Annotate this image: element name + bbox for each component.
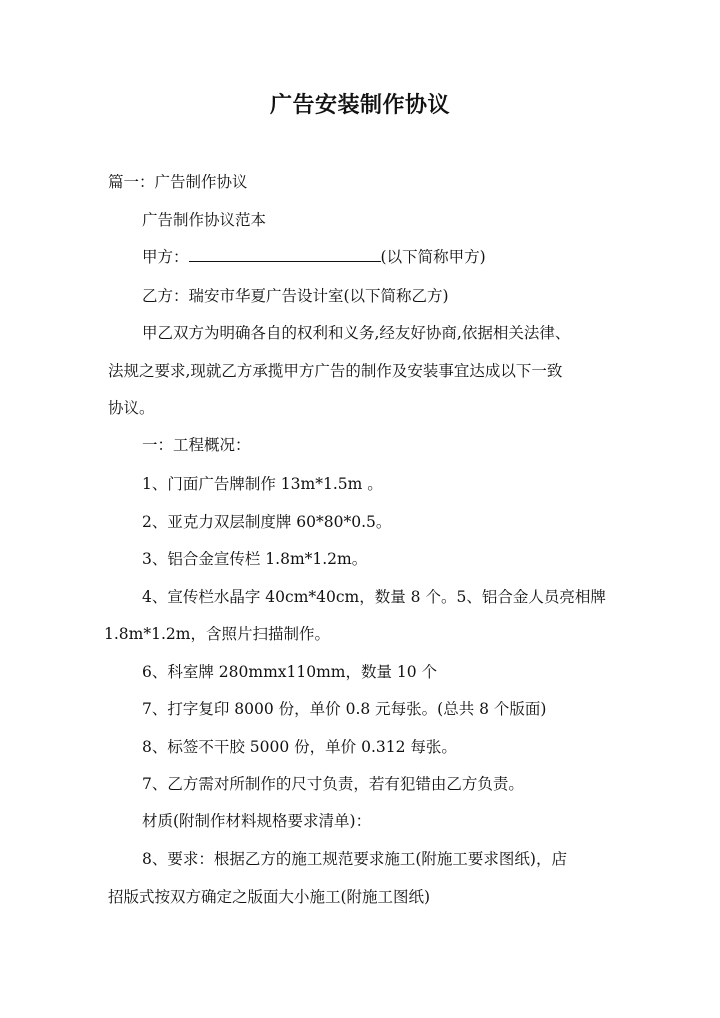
list-item: 7、乙方需对所制作的尺寸负责，若有犯错由乙方负责。 [142,775,524,793]
party-a-blank [189,246,381,262]
intro-paragraph-line: 协议。 [108,399,155,417]
list-item: 3、铝合金宣传栏 1.8m*1.2m。 [142,550,368,568]
requirements-line: 8、要求：根据乙方的施工规范要求施工(附施工要求图纸)，店 [142,850,567,868]
party-a-suffix: (以下简称甲方) [380,248,486,266]
party-a-line [142,246,486,268]
list-item: 8、标签不干胶 5000 份，单价 0.312 每张。 [142,738,457,756]
list-item: 2、亚克力双层制度牌 60*80*0.5。 [142,513,392,531]
list-item: 1、门面广告牌制作 13m*1.5m 。 [142,475,383,493]
list-item: 4、宣传栏水晶字 40cm*40cm，数量 8 个。5、铝合金人员亮相牌 [142,588,606,606]
document-title: 广告安装制作协议 [269,92,450,118]
list-item: 7、打字复印 8000 份，单价 0.8 元每张。(总共 8 个版面) [142,700,547,718]
requirements-line: 招版式按双方确定之版面大小施工(附施工图纸) [108,888,431,906]
party-b-line: 乙方：瑞安市华夏广告设计室(以下简称乙方) [142,287,449,305]
list-item: 6、科室牌 280mmx110mm，数量 10 个 [142,663,438,681]
party-a-label: 甲方： [142,248,189,266]
intro-paragraph-line: 甲乙双方为明确各自的权利和义务,经友好协商,依据相关法律、 [142,324,571,342]
overview-heading: 一：工程概况： [142,436,251,454]
intro-paragraph-line: 法规之要求,现就乙方承揽甲方广告的制作及安装事宜达成以下一致 [108,362,563,380]
list-item-continuation: 1.8m*1.2m，含照片扫描制作。 [104,625,330,643]
materials-line: 材质(附制作材料规格要求清单)： [142,812,372,830]
sample-heading: 广告制作协议范本 [142,211,267,229]
section-heading: 篇一：广告制作协议 [108,173,248,191]
